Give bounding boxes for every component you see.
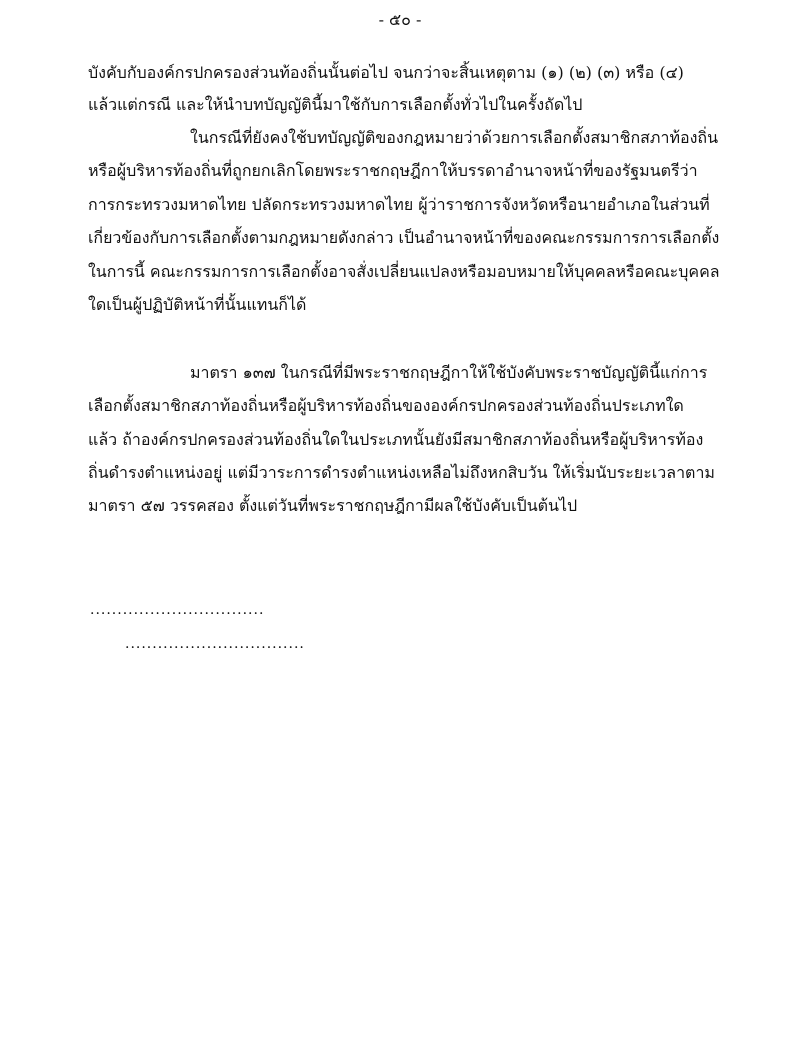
paragraph-1-line-1: บังคับกับองค์กรปกครองส่วนท้องถิ่นนั้นต่อไป จนกว่าจะสิ้นเหตุตาม (๑) (๒) (๓) หรือ (๔) [88,63,684,82]
paragraph-2-line-4: เกี่ยวข้องกับการเลือกตั้งตามกฎหมายดังกล่าว เป็นอำนาจหน้าที่ของคณะกรรมการการเลือกตั้ง [88,228,720,247]
paragraph-2-line-3: การกระทรวงมหาดไทย ปลัดกระทรวงมหาดไทย ผู้ว่าราชการจังหวัดหรือนายอำเภอในส่วนที่ [88,195,710,214]
signature-dots-2: ................................. [125,636,305,652]
section-137-line-5: มาตรา ๕๗ วรรคสอง ตั้งแต่วันที่พระราชกฤษฎีกามีผลใช้บังคับเป็นต้นไป [88,496,578,515]
section-137-line-3: แล้ว ถ้าองค์กรปกครองส่วนท้องถิ่นใดในประเภทนั้นยังมีสมาชิกสภาท้องถิ่นหรือผู้บริหารท้อง [88,430,704,449]
section-137-line-2: เลือกตั้งสมาชิกสภาท้องถิ่นหรือผู้บริหารท้องถิ่นขององค์กรปกครองส่วนท้องถิ่นประเภทใด [88,396,684,415]
paragraph-1-line-2: แล้วแต่กรณี และให้นำบทบัญญัตินี้มาใช้กับการเลือกตั้งทั่วไปในครั้งถัดไป [88,95,583,114]
paragraph-2-line-5: ในการนี้ คณะกรรมการการเลือกตั้งอาจสั่งเปลี่ยนแปลงหรือมอบหมายให้บุคคลหรือคณะบุคคล [88,262,720,281]
section-137-line-1: มาตรา ๑๓๗ ในกรณีที่มีพระราชกฤษฎีกาให้ใช้บังคับพระราชบัญญัตินี้แก่การ [190,363,708,382]
paragraph-2-line-1: ในกรณีที่ยังคงใช้บทบัญญัติของกฎหมายว่าด้วยการเลือกตั้งสมาชิกสภาท้องถิ่น [190,128,719,147]
section-137-line-4: ถิ่นดำรงตำแหน่งอยู่ แต่มีวาระการดำรงตำแหน่งเหลือไม่ถึงหกสิบวัน ให้เริ่มนับระยะเวลาตาม [88,463,715,482]
paragraph-2-line-2: หรือผู้บริหารท้องถิ่นที่ถูกยกเลิกโดยพระราชกฤษฎีกาให้บรรดาอำนาจหน้าที่ของรัฐมนตรีว่า [88,161,698,180]
signature-dots-1: ................................ [90,602,265,618]
paragraph-2-line-6: ใดเป็นผู้ปฏิบัติหน้าที่นั้นแทนก็ได้ [88,295,307,314]
page-number: - ๕๐ - [378,10,422,29]
